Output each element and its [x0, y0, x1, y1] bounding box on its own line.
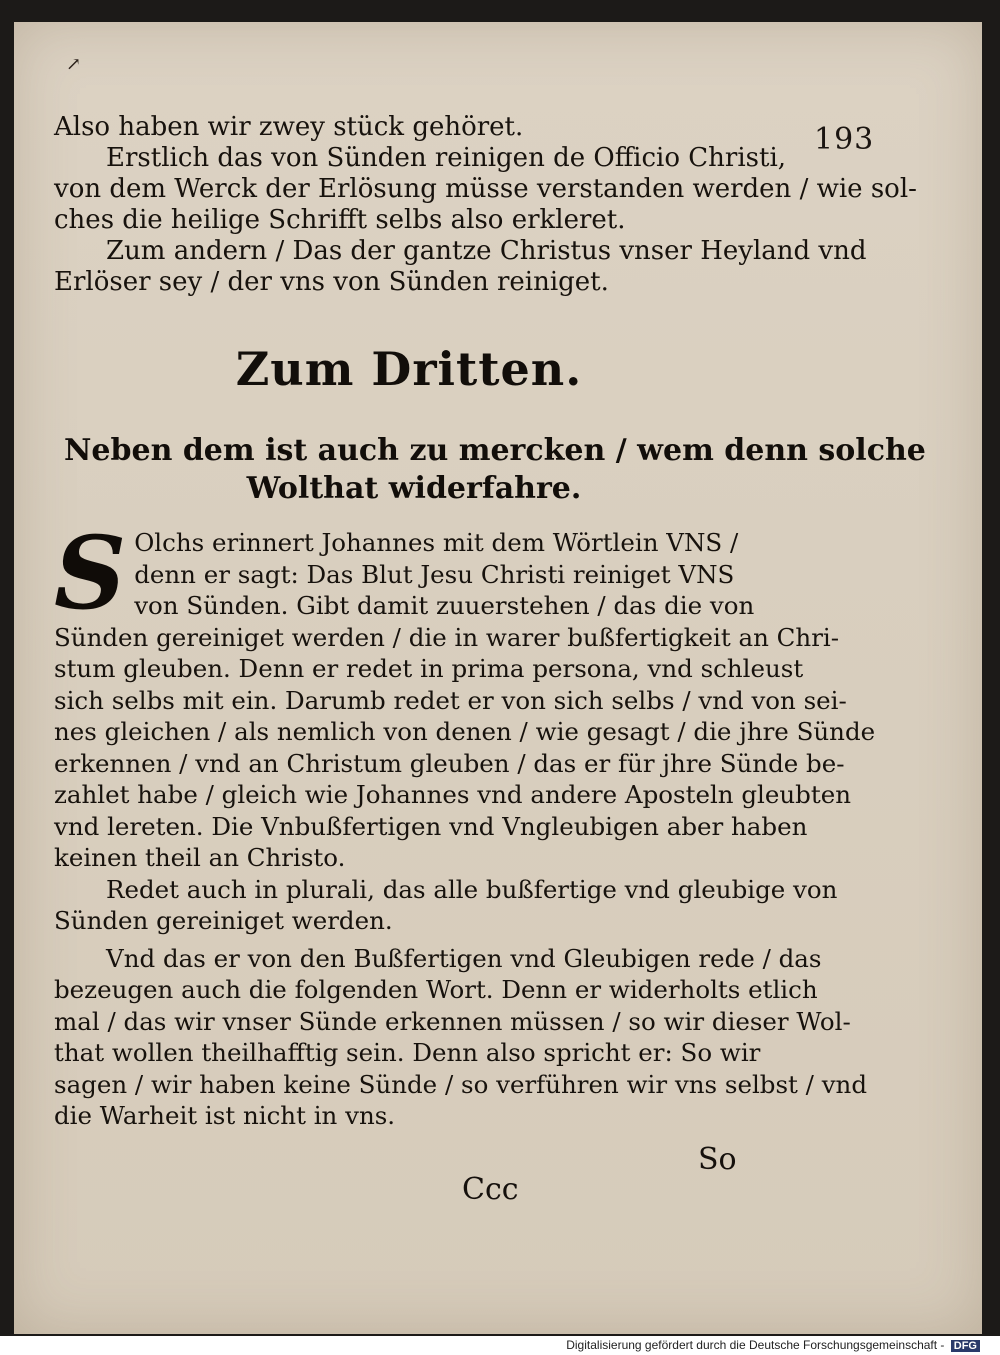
catchword: So — [698, 1142, 737, 1177]
text-line: Olchs erinnert Johannes mit dem Wörtlein VNS / — [134, 528, 739, 557]
text-line: nes gleichen / als nemlich von denen / wie gesagt / die jhre Sünde — [54, 717, 876, 746]
text-line: Also haben wir zwey stück gehöret. — [54, 112, 524, 142]
text-line: von dem Werck der Erlösung müsse verstanden werden / wie sol- — [54, 174, 917, 204]
book-page — [14, 22, 982, 1334]
text-line: Sünden gereiniget werden. — [54, 906, 393, 935]
text-line: keinen theil an Christo. — [54, 843, 346, 872]
text-line: denn er sagt: Das Blut Jesu Christi reiniget VNS — [134, 559, 735, 589]
text-line: ches die heilige Schrifft selbs also erkleret. — [54, 205, 626, 235]
signature-mark: Ccc — [462, 1172, 519, 1207]
page-number: 193 — [814, 122, 875, 157]
drop-cap: S — [54, 514, 127, 632]
chapter-heading: Zum Dritten. — [235, 342, 583, 396]
text-line: von Sünden. Gibt damit zuuerstehen / das die von — [134, 591, 755, 620]
text-line: bezeugen auch die folgenden Wort. Denn er widerholts etlich — [54, 975, 818, 1004]
footer-credit: Digitalisierung gefördert durch die Deutsche Forschungsgemeinschaft - — [566, 1338, 945, 1352]
text-line: sich selbs mit ein. Darumb redet er von sich selbs / vnd von sei- — [54, 685, 847, 715]
body-text — [54, 514, 876, 1132]
text-line: mal / das wir vnser Sünde erkennen müssen / so wir dieser Wol- — [54, 1006, 851, 1036]
text-line: Erstlich das von Sünden reinigen de Officio Christi, — [106, 143, 787, 173]
subheading-line: Neben dem ist auch zu mercken / wem denn solche — [64, 433, 926, 468]
text-line: vnd lereten. Die Vnbußfertigen vnd Vngleubigen aber haben — [54, 811, 808, 841]
digitization-footer — [566, 1338, 980, 1352]
text-line: that wollen theilhafftig sein. Denn also spricht er: So wir — [54, 1038, 761, 1067]
text-line: sagen / wir haben keine Sünde / so verführen wir vns selbst / vnd — [54, 1069, 868, 1099]
paragraph-3 — [54, 943, 868, 1132]
text-line: Erlöser sey / der vns von Sünden reiniget. — [54, 267, 609, 297]
text-line: die Warheit ist nicht in vns. — [54, 1101, 396, 1130]
paragraph-2 — [54, 874, 838, 937]
text-line: Vnd das er von den Bußfertigen vnd Gleubigen rede / das — [106, 943, 822, 973]
subheading-line: Wolthat widerfahre. — [246, 471, 582, 506]
text-line: Sünden gereiniget werden / die in warer bußfertigkeit an Chri- — [54, 622, 840, 652]
paragraph-1 — [54, 514, 876, 874]
text-line: Zum andern / Das der gantze Christus vnser Heyland vnd — [106, 236, 867, 266]
text-line: zahlet habe / gleich wie Johannes vnd andere Aposteln gleubten — [54, 780, 851, 809]
text-line: stum gleuben. Denn er redet in prima persona, vnd schleust — [54, 654, 804, 683]
text-line: Redet auch in plurali, das alle bußfertige vnd gleubige von — [106, 874, 838, 904]
text-line: erkennen / vnd an Christum gleuben / das er für jhre Sünde be- — [54, 748, 845, 778]
dfg-logo-icon: DFG — [951, 1340, 980, 1352]
corner-mark: ↗ — [66, 54, 82, 75]
section-subheading — [64, 432, 926, 508]
